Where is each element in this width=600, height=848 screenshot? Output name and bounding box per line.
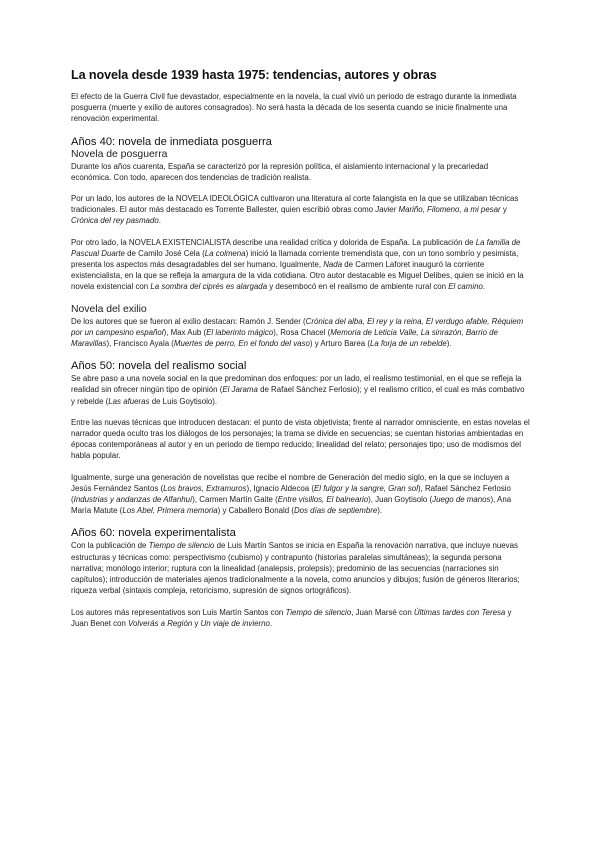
- section-heading-50s: Años 50: novela del realismo social: [71, 360, 247, 373]
- section-heading-40s: Años 40: novela de inmediata posguerra: [71, 135, 272, 148]
- document-title: La novela desde 1939 hasta 1975: tendencias, autores y obras: [71, 68, 437, 82]
- subheading-posguerra: Novela de posguerra: [71, 148, 168, 160]
- paragraph-40s-1: Durante los años cuarenta, España se caracterizó por la represión política, el aislamiento internacional y la precariedad económica. Con todo, aparecen dos tendencias de tradición realista.: [71, 161, 489, 182]
- paragraph-60s-renovacion: Con la publicación de Tiempo de silencio de Luis Martín Santos se inicia en España la renovación narrativa, que incluye nuevas estructuras y técnicas como: perspectivismo (cubismo) y contrapunto (historias paralelas simultáneas); la segunda persona narrativa; monólogo interior; ruptura con la linealidad (analepsis, prolepsis); predominio de las secuencias (narraciones sin capítulos); introducción de materiales ajenos tradicionalmente a la novela, como anuncios y dibujos; fusión de géneros literarios; riqueza verbal (sintaxis compleja, retoricismo, supresión de signos ortográficos).: [71, 541, 520, 596]
- paragraph-40s-existencialista: Por otro lado, la NOVELA EXISTENCIALISTA describe una realidad crítica y dolorida de España. La publicación de La familia de Pascual Duarte de Camilo José Cela (La colmena) inició la llamada corriente tremendista que, con un tono sombrío y pesimista, presenta los aspectos más desagradables del ser humano. Igualmente, Nada de Carmen Laforet inauguró la corriente existencialista, en la que se refleja la amargura de la vida cotidiana. Otro autor destacable es Miguel Delibes, quien se inició en la novela existencial con La sombra del ciprés es alargada y desembocó en el realismo de ambiente rural con El camino.: [71, 237, 524, 292]
- paragraph-50s-generacion: Igualmente, surge una generación de novelistas que recibe el nombre de Generación del medio siglo, en la que se incluyen a Jesús Fernández Santos (Los bravos, Extramuros), Ignacio Aldecoa (El fulgor y la sangre, Gran sol), Rafael Sánchez Ferlosio (Industrias y andanzas de Alfanhuí), Carmen Martín Gaite (Entre visillos, El balneario), Juan Goytisolo (Juego de manos), Ana María Matute (Los Abel, Primera memoria) y Caballero Bonald (Dos días de septiembre).: [71, 472, 512, 516]
- intro-paragraph: El efecto de la Guerra Civil fue devastador, especialmente en la novela, la cual vivió un periodo de estrago durante la inmediata posguerra (muerte y exilio de autores consagrados). No será hasta la década de los sesenta cuando se inicie finalmente una renovación experimental.: [71, 92, 517, 124]
- paragraph-50s-enfoques: Se abre paso a una novela social en la que predominan dos enfoques: por un lado, el realismo testimonial, en el que se refleja la realidad sin ofrecer ningún tipo de opinión (El Jarama de Rafael Sánchez Ferlosio); y el realismo crítico, el cual es más combativo y rebelde (Las afueras de Luis Goytisolo).: [71, 374, 525, 406]
- paragraph-exilio: De los autores que se fueron al exilio destacan: Ramón J. Sender (Crónica del alba, El rey y la reina, El verdugo afable, Réquiem por un campesino español), Max Aub (El laberinto mágico), Rosa Chacel (Memoria de Leticia Valle, La sinrazón, Barrio de Maravillas), Francisco Ayala (Muertes de perro, En el fondo del vaso) y Arturo Barea (La forja de un rebelde).: [71, 316, 524, 349]
- section-heading-60s: Años 60: novela experimentalista: [71, 527, 236, 540]
- paragraph-60s-autores: Los autores más representativos son Luis Martín Santos con Tiempo de silencio, Juan Marsé con Últimas tardes con Teresa y Juan Benet con Volverás a Región y Un viaje de invierno.: [71, 607, 512, 628]
- paragraph-40s-ideologica: Por un lado, los autores de la NOVELA IDEOLÓGICA cultivaron una literatura al corte falangista en la que se utilizaban técnicas tradicionales. El autor más destacado es Torrente Ballester, quien escribió obras como Javier Mariño, Filomeno, a mi pesar y Crónica del rey pasmado.: [71, 194, 519, 226]
- subheading-exilio: Novela del exilio: [71, 303, 147, 315]
- paragraph-50s-tecnicas: Entre las nuevas técnicas que introducen destacan: el punto de vista objetivista; frente al narrador omnisciente, en estas novelas el narrador queda oculto tras los diálogos de los personajes; la trama se divide en secuencias; se cuentan historias ambientadas en épocas contemporáneas al autor y en un periodo de tiempo reducido; linealidad del relato; personajes tipo; uso de modismos del habla popular.: [71, 417, 530, 461]
